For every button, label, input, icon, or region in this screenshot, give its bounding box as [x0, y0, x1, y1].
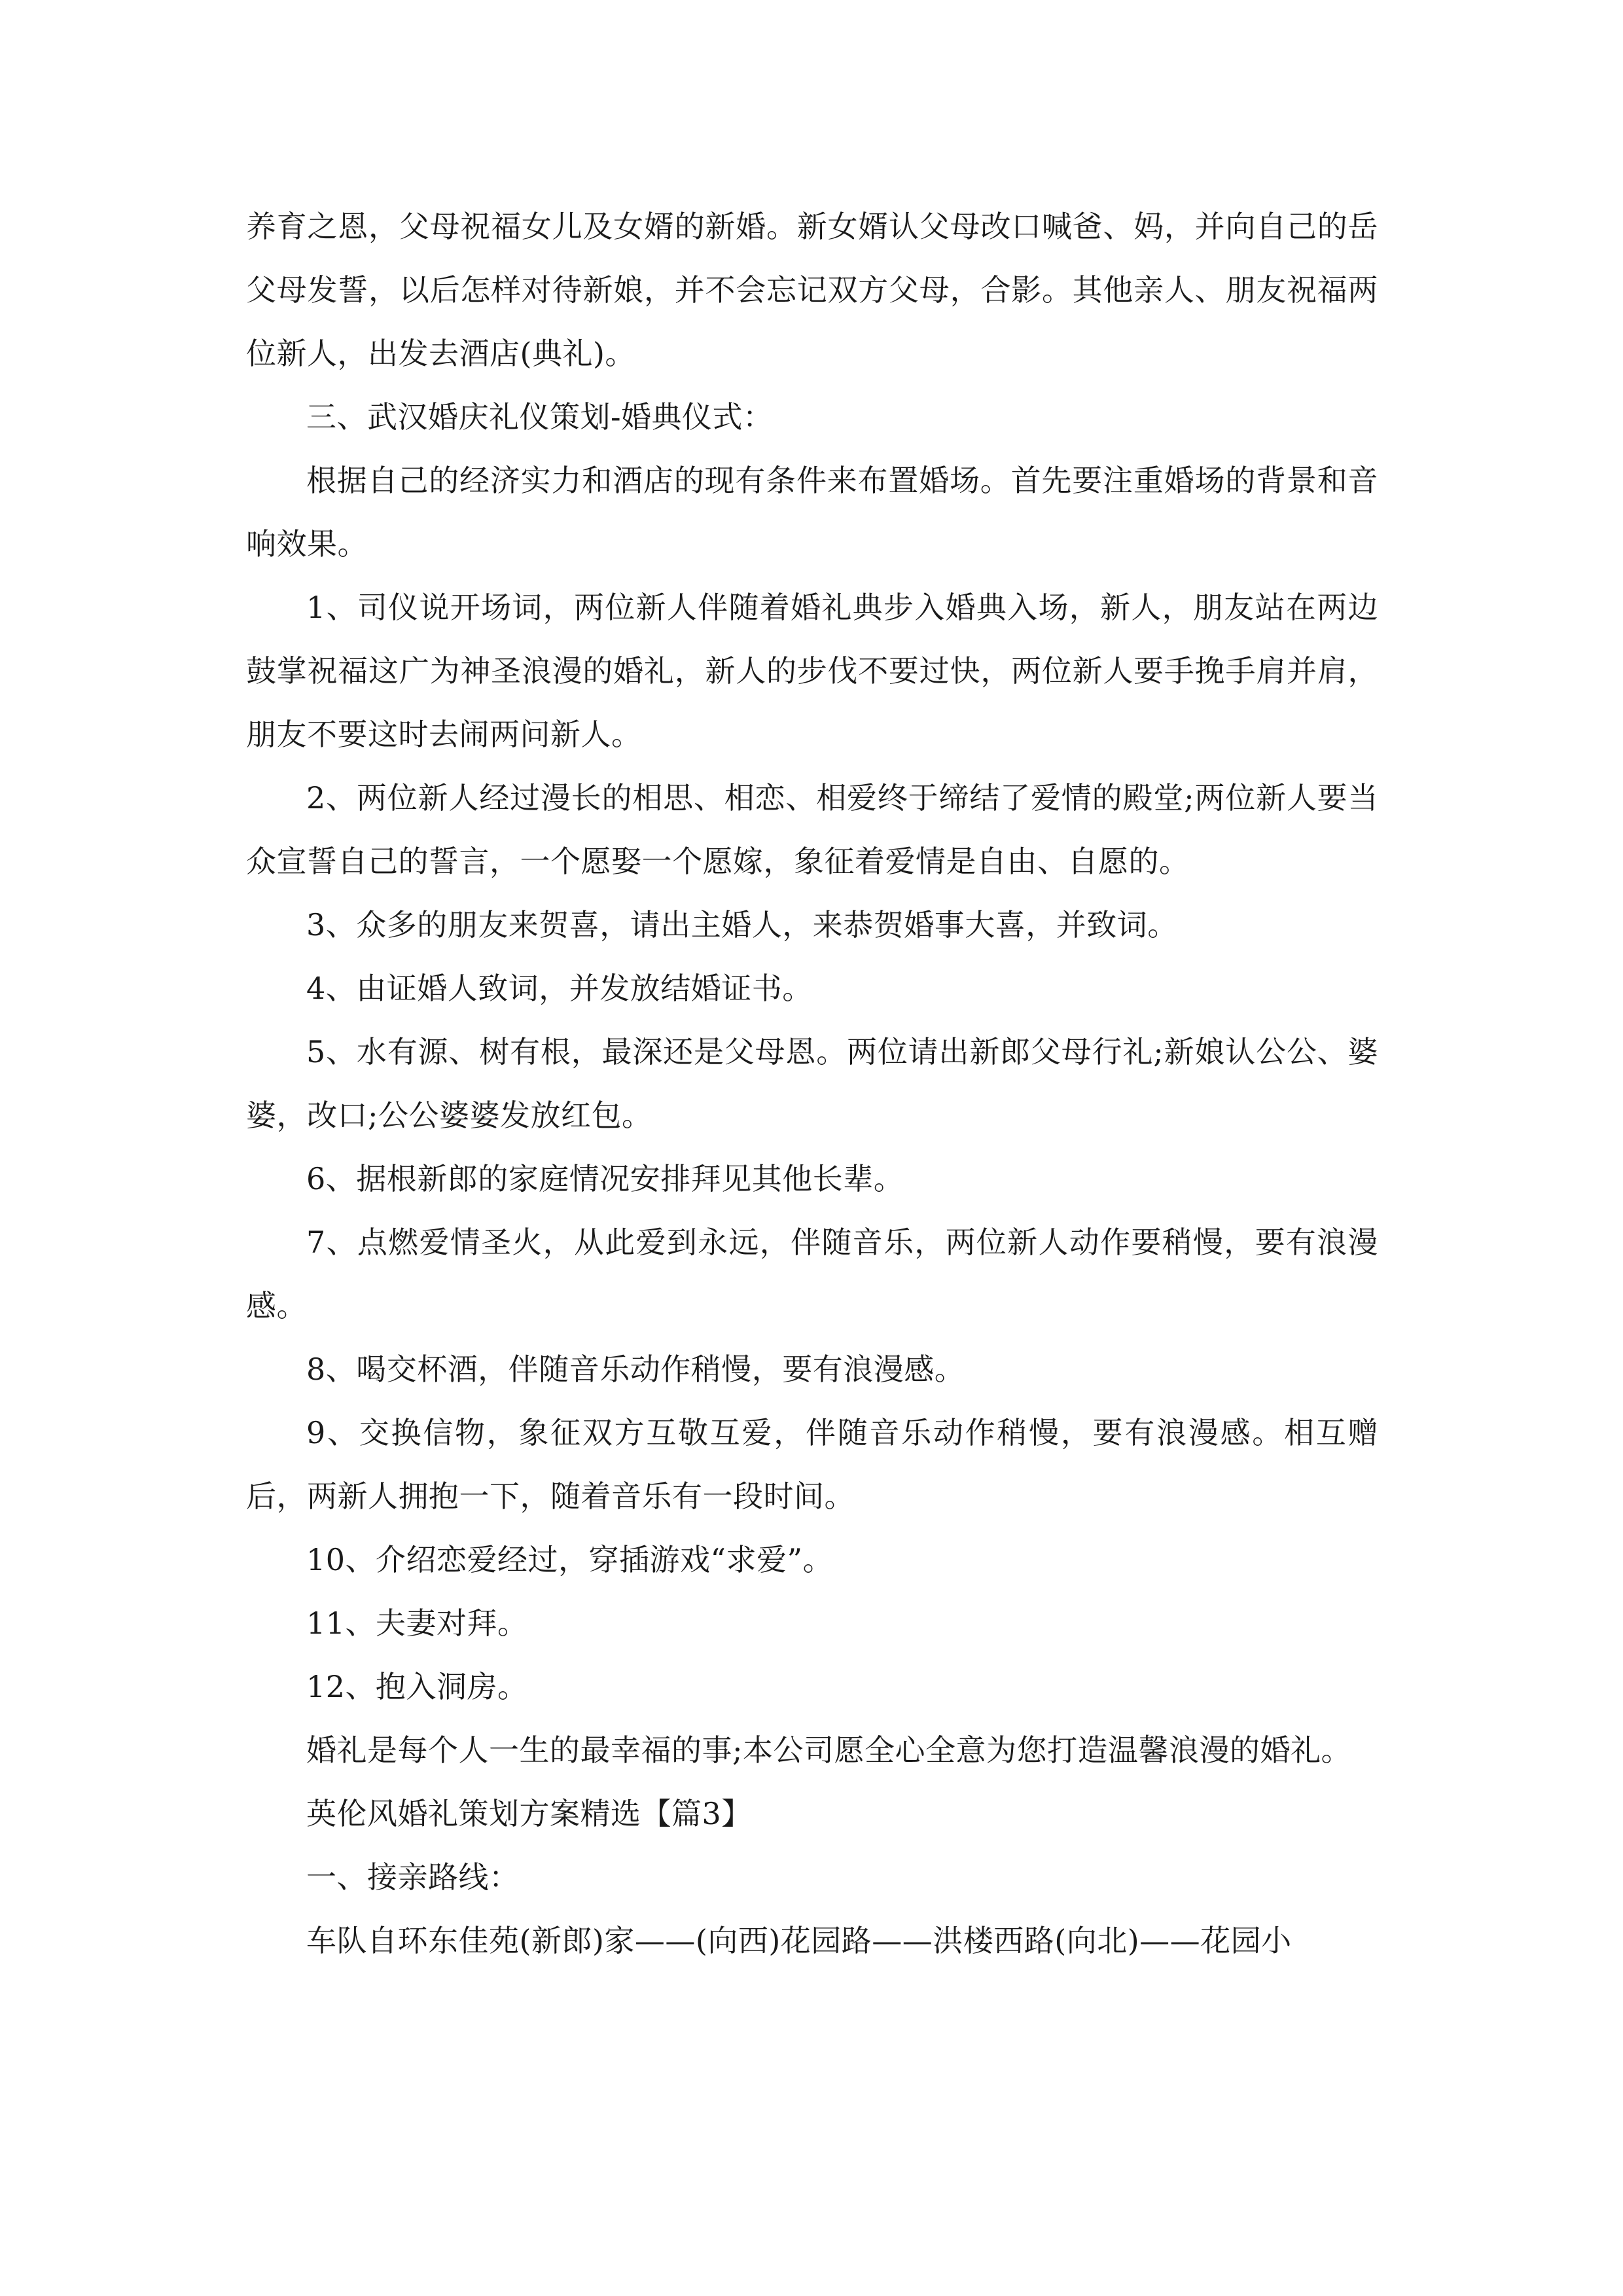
paragraph-3: 根据自己的经济实力和酒店的现有条件来布置婚场。首先要注重婚场的背景和音响效果。	[246, 463, 1378, 562]
paragraph-4: 1、司仪说开场词，两位新人伴随着婚礼典步入婚典入场，新人，朋友站在两边鼓掌祝福这广为神圣浪漫的婚礼，新人的步伐不要过快，两位新人要手挽手肩并肩，朋友不要这时去闹两问新人。	[246, 590, 1378, 752]
paragraph-18: 一、接亲路线：	[306, 1859, 520, 1895]
paragraph-10: 7、点燃爱情圣火，从此爱到永远，伴随音乐，两位新人动作要稍慢，要有浪漫感。	[246, 1225, 1378, 1323]
paragraph-13: 10、介绍恋爱经过，穿插游戏“求爱”。	[306, 1542, 834, 1577]
paragraph-1: 养育之恩，父母祝福女儿及女婿的新婚。新女婿认父母改口喊爸、妈，并向自己的岳父母发誓，以后怎样对待新娘，并不会忘记双方父母，合影。其他亲人、朋友祝福两位新人，出发去酒店(典礼)。	[246, 209, 1378, 371]
paragraph-11: 8、喝交杯酒，伴随音乐动作稍慢，要有浪漫感。	[306, 1352, 965, 1387]
paragraph-2: 三、武汉婚庆礼仪策划-婚典仪式：	[306, 399, 774, 435]
paragraph-9: 6、据根新郎的家庭情况安排拜见其他长辈。	[306, 1161, 904, 1196]
document-body	[246, 195, 1378, 1973]
paragraph-8: 5、水有源、树有根，最深还是父母恩。两位请出新郎父母行礼;新娘认公公、婆婆，改口;公公婆婆发放红包。	[246, 1034, 1378, 1133]
paragraph-12: 9、交换信物，象征双方互敬互爱，伴随音乐动作稍慢，要有浪漫感。相互赠后，两新人拥抱一下，随着音乐有一段时间。	[246, 1415, 1378, 1514]
paragraph-7: 4、由证婚人致词，并发放结婚证书。	[306, 971, 813, 1006]
paragraph-14: 11、夫妻对拜。	[306, 1605, 528, 1641]
paragraph-6: 3、众多的朋友来贺喜，请出主婚人，来恭贺婚事大喜，并致词。	[306, 907, 1178, 942]
paragraph-15: 12、抱入洞房。	[306, 1669, 528, 1704]
paragraph-19: 车队自环东佳苑(新郎)家——(向西)花园路——洪楼西路(向北)——花园小	[306, 1923, 1292, 1958]
section-heading: 英伦风婚礼策划方案精选【篇3】	[306, 1796, 752, 1831]
paragraph-5: 2、两位新人经过漫长的相思、相恋、相爱终于缔结了爱情的殿堂;两位新人要当众宣誓自己的誓言，一个愿娶一个愿嫁，象征着爱情是自由、自愿的。	[246, 780, 1378, 879]
paragraph-16: 婚礼是每个人一生的最幸福的事;本公司愿全心全意为您打造温馨浪漫的婚礼。	[306, 1732, 1351, 1768]
